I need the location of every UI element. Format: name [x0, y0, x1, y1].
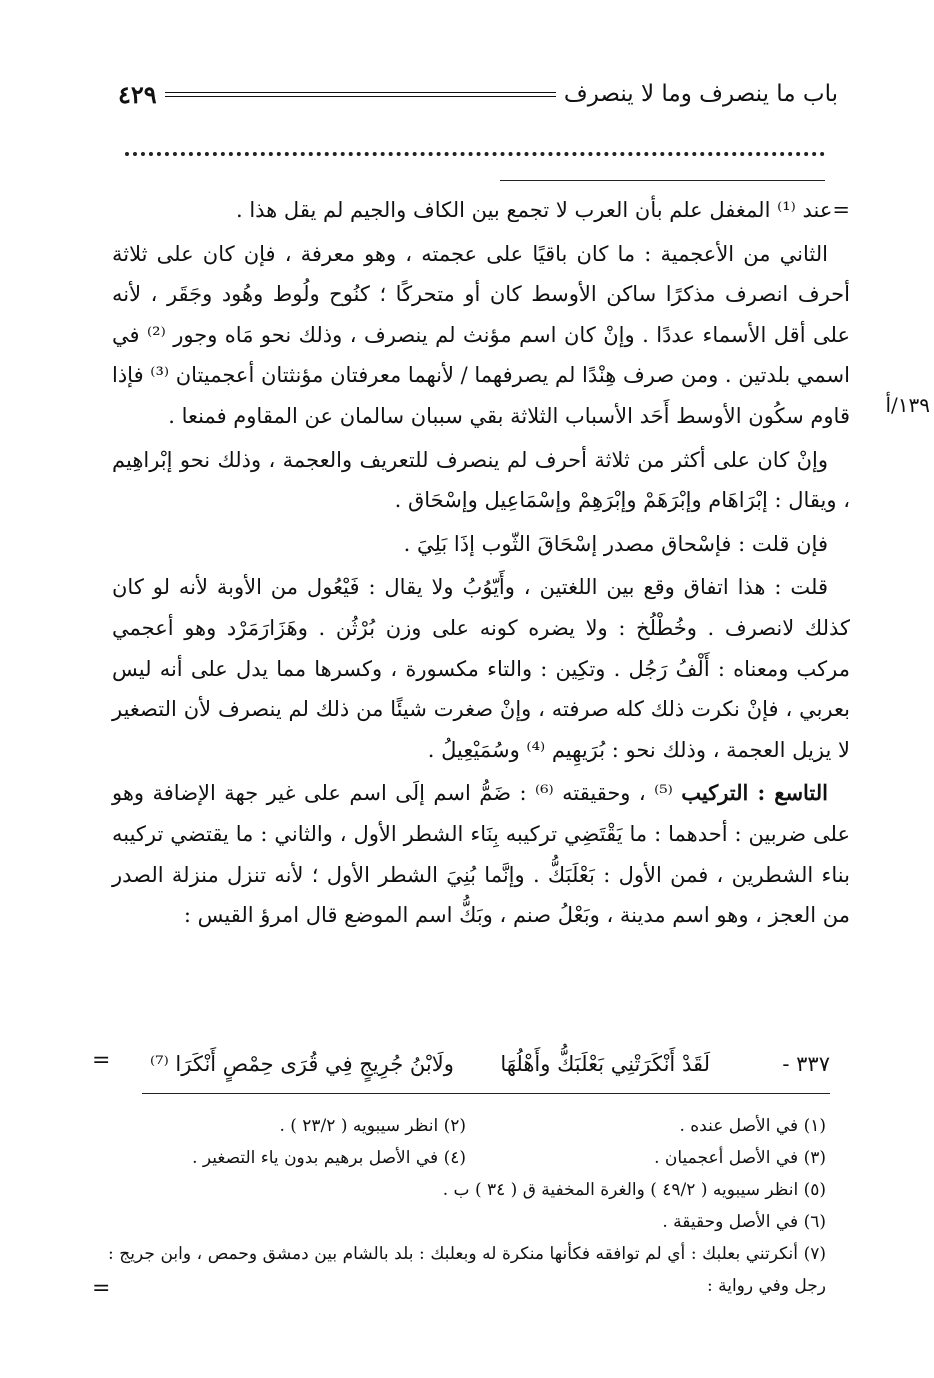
paragraph-5: قلت : هذا اتفاق وقع بين اللغتين ، وأَيّوُبُ ولا يقال : فَيْعُول من الأوبة لأنه لو كان كذلك لانصرف . وخُطْلُخ : ولا يضره كونه على وزن بُرْثُن . وهَزَارَمَرْد وهو أعجمي مركب ومعناه : أَلْفُ رَجُل . وتكِين : والتاء مكسورة ، وكسرها مما يدل على أنه ليس بعربي ، فإنْ نكرت ذلك كله صرفته ، وإنْ صغرت شيئًا من ذلك لم ينصرف لأن التصغير لا يزيل العجمة ، وذلك نحو : بُرَيهِيم ⁽⁴⁾ وسُمَيْعِيلُ . — [112, 575, 851, 762]
paragraph-6 — [112, 773, 850, 935]
footnote-4: (٤) في الأصل برهيم بدون ياء التصغير . — [192, 1148, 466, 1168]
footnote-7: (٧) أنكرتني بعلبك : أي لم توافقه فكأنها منكرة له وبعلبك : بلد بالشام بين دمشق وحمص ، وابن جريج : رجل وفي رواية : — [108, 1244, 826, 1296]
footnote-6: (٦) في الأصل وحقيقة . — [662, 1212, 826, 1232]
chapter-title: باب ما ينصرف وما لا ينصرف — [563, 81, 838, 107]
paragraph-6-text: ⁽⁵⁾ ، وحقيقته ⁽⁶⁾ : ضَمُّ اسم إلَى اسم على غير جهة الإضافة وهو على ضربين : أحدهما : ما يَقْتَضِي تركيبه بِنَاء الشطر الأول ، والثاني : ما يقتضي تركيبه بناء الشطرين ، فمن الأول : بَعْلَبَكُّ . وإنَّما بُنِيَ الشطر الأول ؛ لأنه تنزل منزلة الصدر من العجز ، وهو اسم مدينة ، وبَعْلُ صنم ، وبَكُّ اسم الموضع قال امرؤ القيس : — [112, 781, 850, 928]
footnotes — [108, 1110, 826, 1302]
footnote-row — [108, 1110, 826, 1142]
verse-number: ٣٣٧ - — [782, 1052, 830, 1076]
paragraph-4: فإن قلت : فإسْحاق مصدر إسْحَاقَ الثّوب إذَا بَلِيَ . — [403, 531, 828, 556]
footnote-continuation-rule — [500, 180, 825, 181]
verse-hemistich-2: ولَابْنُ جُرِيجٍ فِي قُرَى حِمْصٍ أَنْكَرَا ⁽⁷⁾ — [150, 1052, 454, 1076]
manuscript-folio-note: ١٣٩/أ — [885, 393, 930, 417]
verse-hemistich-1: لَقَدْ أَنْكَرَتْنِي بَعْلَبَكُّ وأَهْلُهَا — [500, 1052, 710, 1076]
main-text — [112, 190, 850, 939]
footnote-1: (١) في الأصل عنده . — [679, 1116, 826, 1136]
continuation-mark: = — [92, 1048, 111, 1073]
paragraph-3: وإنْ كان على أكثر من ثلاثة أحرف لم ينصرف للتعريف والعجمة ، وذلك نحو إبْراهِيم ، ويقال : إبْرَاهَام وإبْرَهَمْ وإبْرَهِمْ وإسْمَاعِيل وإسْحَاق . — [112, 447, 850, 513]
paragraph-1: =عند ⁽¹⁾ المغفل علم بأن العرب لا تجمع بين الكاف والجيم لم يقل هذا . — [235, 198, 850, 222]
running-header — [118, 72, 838, 116]
footnote-3: (٣) في الأصل أعجميان . — [654, 1148, 826, 1168]
footnote-continuation-mark: = — [92, 1276, 111, 1301]
footnote-5: (٥) انظر سيبويه ( ٤٩/٢ ) والغرة المخفية ق ( ٣٤ ) ب . — [442, 1180, 826, 1200]
footnote-2: (٢) انظر سيبويه ( ٢٣/٢ ) . — [279, 1116, 466, 1136]
page-number: ٤٢٩ — [118, 79, 157, 109]
footnote-rule — [142, 1093, 830, 1094]
header-rule — [165, 92, 556, 97]
section-heading: التاسع : التركيب — [681, 780, 829, 806]
dotted-separator — [125, 152, 825, 156]
poetry-verse — [150, 1046, 830, 1086]
paragraph-2: الثاني من الأعجمية : ما كان باقيًا على عجمته ، وهو معرفة ، فإن كان على ثلاثة أحرف انصرف مذكرًا ساكن الأوسط كان أو متحركًا ؛ كنُوح ولُوط وهُود وجَقَر ، لأنه على أقل الأسماء عددًا . وإنْ كان اسم مؤنث لم ينصرف ، وذلك نحو مَاه وجور ⁽²⁾ في اسمي بلدتين . ومن صرف هِنْدًا لم يصرفهما / لأنهما معرفتان مؤنثتان أعجميتان ⁽³⁾ فإذا قاوم سكُون الأوسط أَحَد الأسباب الثلاثة بقي سببان سالمان عن المقاوم فمنعا . — [112, 241, 850, 428]
footnote-row — [108, 1142, 826, 1174]
